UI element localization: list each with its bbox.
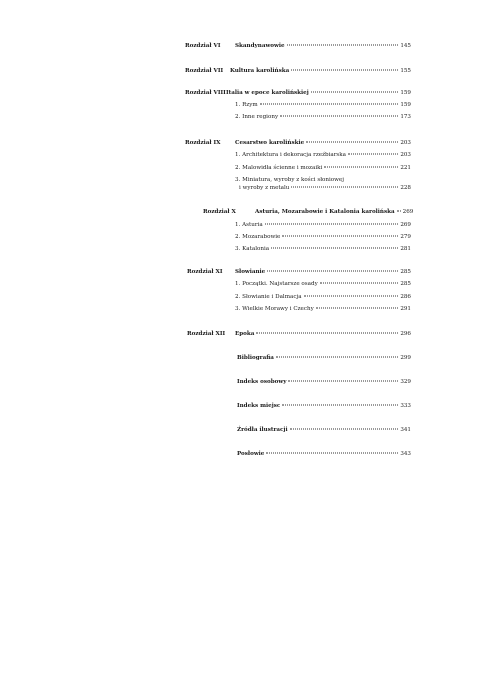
dot-leader bbox=[291, 187, 398, 188]
toc-entry[interactable] bbox=[235, 280, 411, 289]
subsection-title: 2. Inne regiony bbox=[235, 114, 279, 120]
page-number: 286 bbox=[400, 294, 411, 300]
toc-row-chapter-12 bbox=[187, 330, 411, 339]
backmatter-title: Bibliografia bbox=[237, 355, 274, 361]
dot-leader bbox=[280, 116, 398, 117]
chapter-label: Rozdział XI bbox=[187, 269, 223, 275]
toc-row-chapter-9 bbox=[185, 139, 411, 148]
page-number: 343 bbox=[400, 451, 411, 457]
toc-entry[interactable] bbox=[235, 233, 411, 242]
dot-leader bbox=[348, 154, 398, 155]
toc-row-subsection bbox=[235, 293, 411, 302]
dot-leader bbox=[306, 142, 398, 143]
dot-leader bbox=[271, 248, 398, 249]
page-number: 173 bbox=[400, 114, 411, 120]
toc-entry[interactable] bbox=[239, 184, 411, 193]
chapter-title: Kultura karolińska bbox=[230, 68, 290, 74]
subsection-title: 1. Asturia bbox=[235, 222, 263, 228]
page-number: 269 bbox=[400, 222, 411, 228]
page-number: 203 bbox=[400, 152, 411, 158]
toc-entry[interactable] bbox=[235, 151, 411, 160]
dot-leader bbox=[260, 104, 399, 105]
toc-entry[interactable] bbox=[237, 426, 411, 435]
toc-entry[interactable] bbox=[237, 402, 411, 411]
chapter-label: Rozdział XII bbox=[187, 331, 226, 337]
dot-leader bbox=[287, 45, 399, 46]
page-number: 291 bbox=[400, 306, 411, 312]
page-number: 228 bbox=[400, 185, 411, 191]
toc-row-illustration-sources bbox=[237, 426, 411, 435]
page-number: 341 bbox=[400, 427, 411, 433]
dot-leader bbox=[288, 381, 398, 382]
chapter-label: Rozdział X bbox=[203, 209, 236, 215]
toc-row-subsection bbox=[235, 113, 411, 122]
toc-row-person-index bbox=[237, 378, 411, 387]
chapter-label: Rozdział IX bbox=[185, 140, 221, 146]
toc-row-chapter-10 bbox=[203, 208, 414, 217]
subsection-title: 1. Rzym bbox=[235, 102, 258, 108]
page-number: 203 bbox=[400, 140, 411, 146]
toc-entry[interactable] bbox=[235, 42, 411, 51]
toc-entry[interactable] bbox=[255, 208, 414, 217]
toc-entry[interactable] bbox=[235, 293, 411, 302]
dot-leader bbox=[267, 271, 398, 272]
dot-leader bbox=[290, 429, 399, 430]
subsection-title: 1. Początki. Najstarsze osady bbox=[235, 281, 318, 287]
page-number: 159 bbox=[400, 90, 411, 96]
dot-leader bbox=[282, 236, 398, 237]
backmatter-title: Źródła ilustracji bbox=[237, 427, 288, 433]
toc-row-bibliography bbox=[237, 354, 411, 363]
page-number: 269 bbox=[402, 209, 414, 215]
page-number: 285 bbox=[400, 281, 411, 287]
subsection-title: 3. Miniatura, wyroby z kości słoniowej bbox=[235, 177, 344, 183]
subsection-title: 2. Malowidła ścienne i mozaiki bbox=[235, 165, 323, 171]
page-number: 221 bbox=[400, 165, 411, 171]
toc-entry[interactable] bbox=[230, 67, 411, 76]
toc-row-subsection bbox=[235, 221, 411, 230]
toc-row-subsection bbox=[235, 305, 411, 314]
toc-row-subsection bbox=[235, 164, 411, 173]
chapter-title: Skandynawowie bbox=[235, 43, 285, 49]
dot-leader bbox=[324, 167, 398, 168]
toc-entry[interactable] bbox=[237, 450, 411, 459]
page-number: 299 bbox=[400, 355, 411, 361]
dot-leader bbox=[256, 333, 398, 334]
chapter-title: Słowianie bbox=[235, 269, 266, 275]
subsection-title: 3. Katalonia bbox=[235, 246, 270, 252]
toc-entry[interactable] bbox=[235, 245, 411, 254]
chapter-title: Italia w epoce karolińskiej bbox=[226, 90, 309, 96]
chapter-label: Rozdział VIII bbox=[185, 90, 226, 96]
toc-row-chapter-8 bbox=[185, 89, 411, 98]
toc-row-chapter-11 bbox=[187, 268, 411, 277]
chapter-title: Asturia, Mozarabowie i Katalonia karolińska bbox=[255, 209, 395, 215]
toc-row-chapter-6 bbox=[185, 42, 411, 51]
dot-leader bbox=[397, 211, 401, 212]
backmatter-title: Indeks miejsc bbox=[237, 403, 281, 409]
dot-leader bbox=[291, 70, 398, 71]
toc-entry[interactable] bbox=[235, 330, 411, 339]
toc-entry[interactable] bbox=[235, 164, 411, 173]
chapter-label: Rozdział VII bbox=[185, 68, 224, 74]
toc-entry[interactable] bbox=[235, 268, 411, 277]
dot-leader bbox=[265, 224, 399, 225]
toc-row-subsection bbox=[235, 176, 411, 193]
chapter-title: Cesarstwo karolińskie bbox=[235, 140, 305, 146]
dot-leader bbox=[276, 357, 398, 358]
toc-row-afterword bbox=[237, 450, 411, 459]
dot-leader bbox=[316, 308, 399, 309]
subsection-title: 2. Słowianie i Dalmacja bbox=[235, 294, 302, 300]
backmatter-title: Posłowie bbox=[237, 451, 265, 457]
chapter-label: Rozdział VI bbox=[185, 43, 221, 49]
dot-leader bbox=[311, 92, 399, 93]
page-number: 279 bbox=[400, 234, 411, 240]
page-number: 285 bbox=[400, 269, 411, 275]
page-number: 333 bbox=[400, 403, 411, 409]
page-number: 329 bbox=[400, 379, 411, 385]
page-number: 155 bbox=[400, 68, 411, 74]
dot-leader bbox=[304, 296, 399, 297]
toc-row-subsection bbox=[235, 280, 411, 289]
toc-row-chapter-7 bbox=[185, 67, 411, 76]
subsection-title: 2. Mozarabowie bbox=[235, 234, 281, 240]
dot-leader bbox=[282, 405, 398, 406]
toc-entry[interactable] bbox=[235, 139, 411, 148]
subsection-title: 3. Wielkie Morawy i Czechy bbox=[235, 306, 314, 312]
toc-entry[interactable] bbox=[235, 305, 411, 314]
toc-row-place-index bbox=[237, 402, 411, 411]
backmatter-title: Indeks osobowy bbox=[237, 379, 287, 385]
toc-entry[interactable] bbox=[235, 113, 411, 122]
page-number: 159 bbox=[400, 102, 411, 108]
toc-entry[interactable] bbox=[226, 89, 411, 98]
chapter-title: Epoka bbox=[235, 331, 255, 337]
toc-row-subsection bbox=[235, 151, 411, 160]
dot-leader bbox=[320, 283, 399, 284]
toc-entry[interactable] bbox=[237, 354, 411, 363]
toc-entry[interactable] bbox=[235, 221, 411, 230]
toc-entry[interactable] bbox=[235, 101, 411, 110]
page-number: 145 bbox=[400, 43, 411, 49]
toc-entry[interactable] bbox=[237, 378, 411, 387]
dot-leader bbox=[266, 453, 398, 454]
subsection-title: 1. Architektura i dekoracja rzeźbiarska bbox=[235, 152, 346, 158]
toc-row-subsection bbox=[235, 245, 411, 254]
page-number: 281 bbox=[400, 246, 411, 252]
page-number: 296 bbox=[400, 331, 411, 337]
toc-row-subsection bbox=[235, 233, 411, 242]
subsection-title-line2: i wyroby z metalu bbox=[239, 185, 290, 191]
toc-row-subsection bbox=[235, 101, 411, 110]
